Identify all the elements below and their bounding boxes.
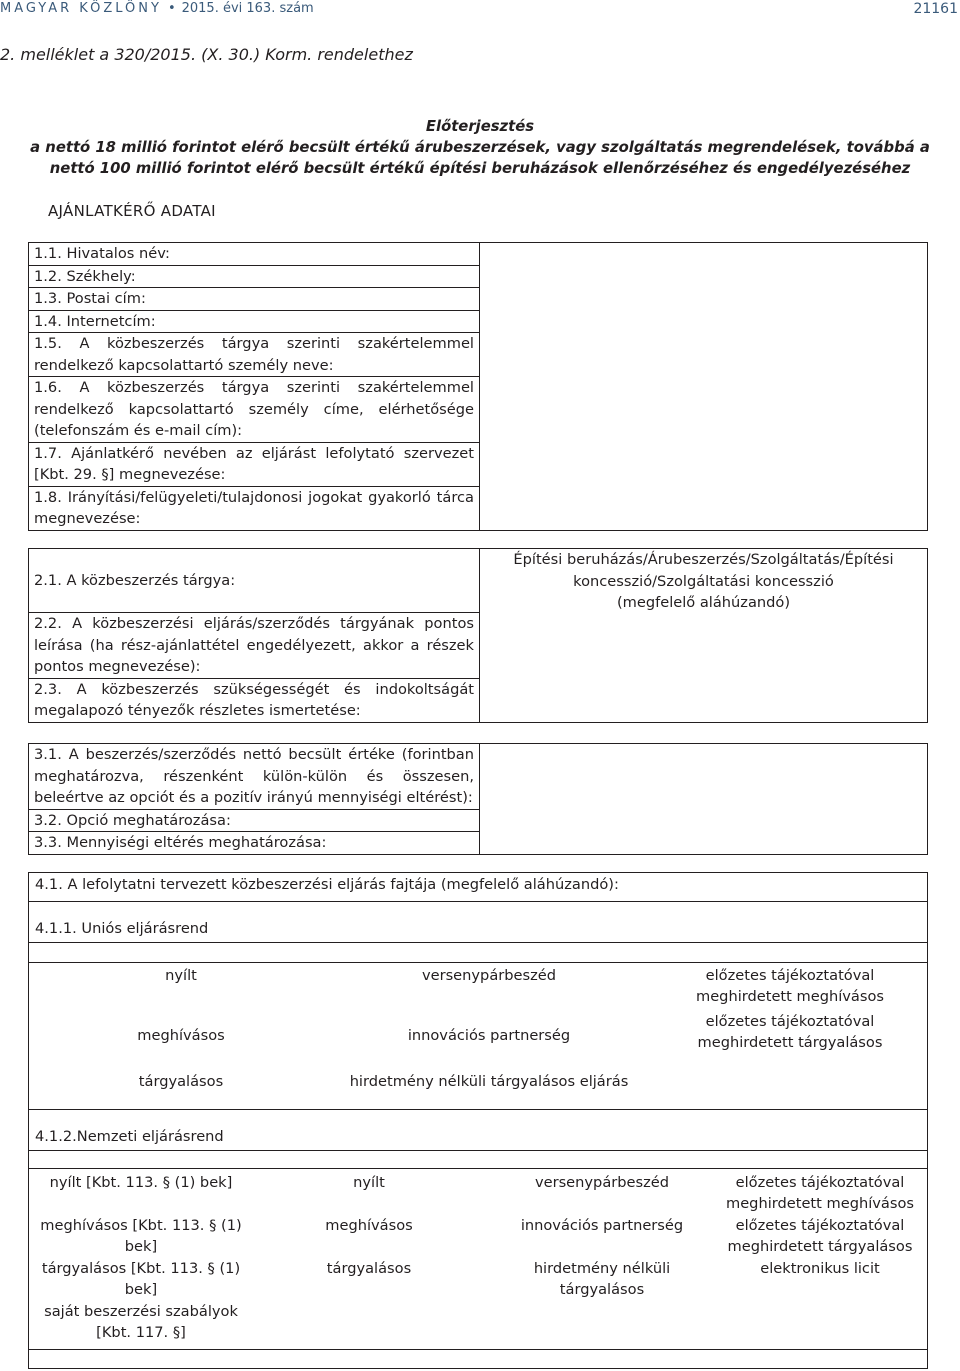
field-label-procedure-description: 2.2. A közbeszerzési eljárás/szerződés tárgyának pontos leírása (ha rész-ajánlattétel engedélyezett, akkor a részek pontos megnevezése): (29, 613, 480, 679)
national-option-negotiated[interactable]: tárgyalásos (326, 1260, 412, 1277)
eu-procedure-heading: 4.1.1. Uniós eljárásrend (35, 920, 209, 937)
field-label-estimated-value: 3.1. A beszerzés/szerződés nettó becsült értéke (forintban meghatározva, részenként külön-külön és összesen, beleértve az opciót és a pozitív irányú mennyiségi eltérést): (29, 744, 480, 810)
eu-option-competitive-dialogue[interactable]: versenypárbeszéd (421, 967, 557, 984)
national-procedure-heading: 4.1.2.Nemzeti eljárásrend (35, 1128, 224, 1145)
field-label-website: 1.4. Internetcím: (29, 310, 480, 333)
estimated-value-table (28, 743, 928, 855)
document-title (0, 116, 960, 179)
field-label-justification: 2.3. A közbeszerzés szükségességét és indokoltságát megalapozó tényezők részletes ismertetése: (29, 678, 480, 722)
field-label-supervising-ministry: 1.8. Irányítási/felügyeleti/tulajdonosi jogokat gyakorló tárca megnevezése: (29, 486, 480, 530)
procurement-type-note: (megfelelő aláhúzandó) (616, 594, 791, 611)
procurement-type-list: Építési beruházás/Árubeszerzés/Szolgáltatás/Építési koncesszió/Szolgáltatási koncesszió (513, 551, 894, 590)
national-option-restricted-113[interactable]: meghívásos [Kbt. 113. § (1) bek] (40, 1217, 242, 1255)
annex-title: 2. melléklet a 320/2015. (X. 30.) Korm. rendelethez (0, 45, 413, 64)
field-label-official-name: 1.1. Hivatalos név: (29, 243, 480, 266)
eu-option-negotiated[interactable]: tárgyalásos (138, 1072, 224, 1090)
national-option-open[interactable]: nyílt (353, 1174, 385, 1191)
procurement-subject-table (28, 548, 928, 723)
national-option-restricted[interactable]: meghívásos (325, 1217, 413, 1234)
estimated-value-input[interactable] (480, 744, 928, 855)
eu-option-restricted[interactable]: meghívásos (137, 1026, 225, 1044)
field-label-procurement-subject: 2.1. A közbeszerzés tárgya: (29, 549, 480, 613)
eu-option-prior-info-negotiated[interactable]: előzetes tájékoztatóval meghirdetett tárgyalásos (697, 1013, 883, 1051)
section-heading-contracting-authority: AJÁNLATKÉRŐ ADATAI (48, 202, 216, 220)
eu-procedure-grid (42, 965, 922, 1103)
field-label-postal-address: 1.3. Postai cím: (29, 288, 480, 311)
national-procedure-grid (32, 1172, 924, 1345)
field-label-quantity-deviation: 3.3. Mennyiségi eltérés meghatározása: (29, 832, 480, 855)
national-option-electronic-auction[interactable]: elektronikus licit (760, 1260, 880, 1277)
national-option-empty-3 (716, 1301, 924, 1345)
journal-name: MAGYAR KÖZLÖNY (0, 1, 162, 16)
procurement-type-options[interactable] (480, 549, 928, 723)
title-line-3: nettó 100 millió forintot elérő becsült értékű építési beruházások ellenőrzéséhez és engedélyezéséhez (49, 160, 911, 177)
header-bullet: • (167, 1, 176, 16)
running-header (0, 1, 314, 16)
official-name-value[interactable] (480, 243, 928, 531)
field-label-procuring-organization: 1.7. Ajánlatkérő nevében az eljárást lefolytató szervezet [Kbt. 29. §] megnevezése: (29, 442, 480, 486)
contracting-authority-table (28, 242, 928, 531)
national-option-empty-1 (250, 1301, 488, 1345)
issue-number: 2015. évi 163. szám (181, 1, 314, 16)
eu-option-innovation-partnership[interactable]: innovációs partnerség (407, 1026, 571, 1044)
title-line-1: Előterjesztés (425, 118, 535, 135)
eu-option-empty (658, 1059, 922, 1103)
national-option-empty-2 (488, 1301, 716, 1345)
national-option-competitive-dialogue[interactable]: versenypárbeszéd (534, 1174, 670, 1191)
field-label-seat: 1.2. Székhely: (29, 265, 480, 288)
eu-option-open[interactable]: nyílt (165, 967, 197, 984)
national-option-own-rules-117[interactable]: saját beszerzési szabályok [Kbt. 117. §] (44, 1303, 238, 1341)
field-label-option: 3.2. Opció meghatározása: (29, 809, 480, 832)
field-label-contact-details: 1.6. A közbeszerzés tárgya szerinti szakértelemmel rendelkező kapcsolattartó személy címe, elérhetősége (telefonszám és e-mail cím): (29, 377, 480, 443)
national-option-open-113[interactable]: nyílt [Kbt. 113. § (1) bek] (49, 1174, 233, 1191)
page-number: 21161 (913, 1, 958, 17)
field-label-contact-name: 1.5. A közbeszerzés tárgya szerinti szakértelemmel rendelkező kapcsolattartó személy neve: (29, 333, 480, 377)
national-option-negotiated-without-notice[interactable]: hirdetmény nélküli tárgyalásos (533, 1260, 671, 1298)
procedure-type-heading: 4.1. A lefolytatni tervezett közbeszerzési eljárás fajtája (megfelelő aláhúzandó): (35, 876, 619, 893)
national-option-prior-info-restricted[interactable]: előzetes tájékoztatóval meghirdetett meghívásos (725, 1174, 914, 1212)
national-option-innovation-partnership[interactable]: innovációs partnerség (520, 1217, 684, 1234)
national-option-negotiated-113[interactable]: tárgyalásos [Kbt. 113. § (1) bek] (41, 1260, 241, 1298)
title-line-2: a nettó 18 millió forintot elérő becsült értékű árubeszerzések, vagy szolgáltatás megrendelések, továbbá a (30, 139, 930, 156)
national-option-prior-info-negotiated[interactable]: előzetes tájékoztatóval meghirdetett tárgyalásos (727, 1217, 913, 1255)
eu-option-prior-info-restricted[interactable]: előzetes tájékoztatóval meghirdetett meghívásos (695, 967, 884, 1005)
eu-option-negotiated-without-notice[interactable]: hirdetmény nélküli tárgyalásos eljárás (349, 1072, 629, 1090)
